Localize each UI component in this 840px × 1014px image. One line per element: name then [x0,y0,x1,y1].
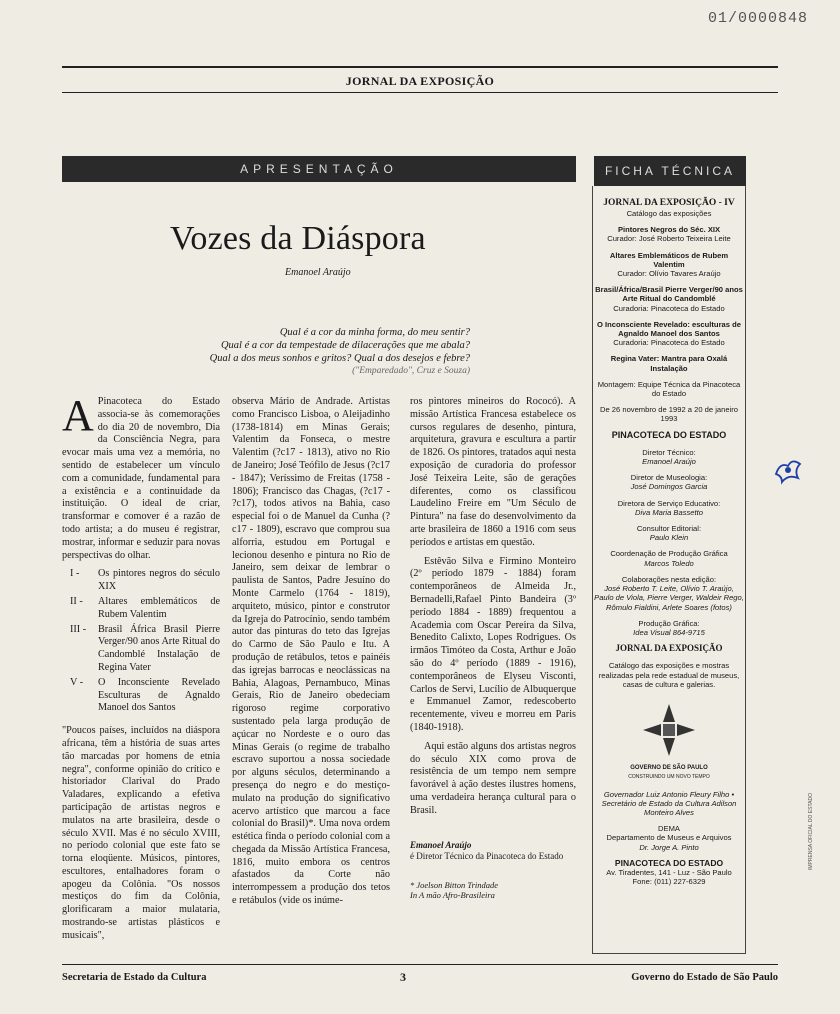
jornal-header: JORNAL DA EXPOSIÇÃO [615,643,723,654]
exhibition-credit: Curador: José Roberto Teixeira Leite [607,234,731,244]
drop-cap: A [62,391,94,440]
exhibition-dates: De 26 novembro de 1992 a 20 de janeiro 1993 [599,405,739,424]
ficha-subtitle: Catálogo das exposições [626,209,712,218]
exhibition-title: O Inconsciente Revelado: esculturas de Agnaldo Manoel dos Santos [597,319,741,339]
gov-officials: Governador Luiz Antonio Fleury Filho • Secretário de Estado da Cultura Adilson Monteiro Alves [601,789,737,817]
exhibition-credit: Curadoria: Pinacoteca do Estado [613,338,725,348]
header-rule-top [62,66,778,68]
address-line: Av. Tiradentes, 141 - Luz - São Paulo [606,867,732,877]
staff-name: Emanoel Araújo [642,457,696,467]
staff-role: Diretora de Serviço Educativo: [617,498,721,508]
printer-credit: IMPRENSA OFICIAL DO ESTADO [808,793,814,870]
footnote [410,880,576,900]
footer-left: Secretaria de Estado da Cultura [62,972,207,983]
article-title: Vozes da Diáspora [170,220,426,257]
section-band-apresentacao: APRESENTAÇÃO [62,156,576,182]
header-rule-bottom [62,92,778,93]
staff-role: Consultor Editorial: [636,524,702,534]
paragraph: observa Mário de Andrade. Artistas como Francisco Lisboa, o Aleijadinho (1738-1814) em Minas Gerais; Valentim da Fonseca, o mestre Valentim (?c17 - 1813), ativo no Rio de Janeiro; José Teófilo de Jesus (?c17 - 1847); Veríssimo de Freitas (1758 - 1806); Francisco das Chagas, (?c17 - ?c17), todos ativos na Bahia, caso especial foi o de Manuel da Cunha (?c17 - 1809), escravo que comprou sua alforria, estudou em Portugal e lecionou desenho e pintura no Rio de Janeiro, sem deixar de lembrar o paulista de Santos, Padre Jesuíno do Monte Carmelo (1764 - 1819), arquiteto, músico, pintor e construtor da Igreja do Patrocínio, sendo também autor das pinturas do teto das Igrejas do Carmo de São Paulo e Itu. A produção de retábulos, tetos e painéis das igrejas barrocas e neoclássicas na Bahia, Alagoas, Pernambuco, Minas Gerais, Rio de Janeiro obedeciam rigoroso regime corporativo sustentado pela larga produção de açúcar no Nordeste e o ouro das Minas Gerais (o regime de trabalho escravo suportou a nossa sociedade por alguns séculos, determinando a presença do negro e do mestiço-mulato na produção do significativo acervo artístico que marcou a face colonial do Brasil)*. Uma nova ordem estética finda o período colonial com a chegada da Missão Artística Francesa, 1816, muito embora os centros afastados da Corte não interrompessem a produção dos tetos e retábulos (vide os inúme- [232,396,390,907]
page-number: 3 [400,970,406,984]
dema-description: Departamento de Museus e Arquivos [606,833,732,843]
paragraph: "Poucos países, incluídos na diáspora africana, têm a história de suas artes tão marcadas por homens de etnia negra", conforme opinião do crítico e historiador Clarival do Prado Valadares, explicando a efetiva participação de artistas negros e mulatos na arte brasileira, desde o século XVII. Mas é no século XVIII, no período colonial que este fato se torna eloqüente. Músicos, pintores, escultores, entalhadores foram o apogeu da Colônia. "Os nossos mestiços do fim da Colônia, glorificaram a maior mulataria, mostrando-se artistas plásticos e musicais", [62,725,220,941]
address-phone: Fone: (011) 227-6329 [632,877,706,887]
article-column-1 [62,391,220,949]
staff-name: Paulo Klein [649,533,689,543]
exhibition-credit: Curador: Olívio Tavares Araújo [617,269,721,279]
address-header: PINACOTECA DO ESTADO [614,857,724,868]
footnote-line: * Joelson Bitton Trindade [410,879,499,890]
pinacoteca-header: PINACOTECA DO ESTADO [611,429,727,440]
exhibition-title: Altares Emblemáticos de Rubem Valentim [609,250,729,269]
list-item: III - Brasil África Brasil Pierre Verger/90 anos Arte Ritual do Candomblé Instalação de Regina Vater [70,623,220,673]
archive-number: 01/0000848 [707,10,808,27]
footer-rule [62,964,778,965]
epigraph [210,326,470,378]
exhibition-title: Regina Vater: Mantra para Oxalá Instalação [610,354,728,373]
exhibition-list [62,568,220,715]
jornal-description: Catálogo das exposições e mostras realizadas pela rede estadual de museus, casas de cultura e galerias. [598,661,740,689]
list-item: II - Altares emblemáticos de Rubem Valentim [70,595,220,620]
staff-role: Colaborações nesta edição: [621,574,717,584]
staff-name: Marcos Toledo [644,558,694,568]
epigraph-line: Qual é a cor da tempestade de dilacerações que me abala? [220,340,470,351]
gov-label: GOVERNO DE SÃO PAULO [630,765,708,772]
footnote-line: In A mão Afro-Brasileira [410,889,495,900]
journal-header: JORNAL DA EXPOSIÇÃO [345,74,495,88]
list-item: I - Os pintores negros do século XIX [70,568,220,593]
article-column-3 [410,396,576,900]
signature-role: é Diretor Técnico da Pinacoteca do Estado [410,850,564,861]
staff-name: Idea Visual 864-9715 [633,627,705,637]
staff-name: José Domingos Garcia [630,482,708,492]
exhibition-credit: Curadoria: Pinacoteca do Estado [613,303,725,313]
paragraph: ros pintores mineiros do Rococó). A missão Artística Francesa estabelece os cursos regulares de desenho, pintura, arquitetura, gravura e escultura a partir de 1826. Os pintores, tratados aqui nesta exposição de curadoria do professor José Teixeira Leite, são de gerações diferentes, como os classificou Laudelino Freire em "Um Século de Pintura" na fase do desenvolvimento da arte brasileira de 1860 a 1916 com seus períodos e artistas em questão. [410,396,576,548]
epigraph-citation: ("Emparedado", Cruz e Souza) [352,366,470,376]
signature-name: Emanoel Araújo [410,839,472,850]
signature [410,840,576,862]
paragraph: Pinacoteca do Estado associa-se às comemorações do dia 20 de novembro, Dia da Consciência Negra, para evocar mais uma vez a memória, no sentido de estabelecer um vínculo com a comunidade, fundamental para a existência e a continuidade da instituição. O ideal de criar, transformar e comover é a razão de todo artista; a do museu é registrar, mostrar, informar e seduzir para novas perspectivas do olhar. [62,396,220,561]
article-author: Emanoel Araújo [285,267,351,278]
paragraph: Aqui estão alguns dos artistas negros do século XIX como prova de resistência de um tempo nem sempre favorável à ação destes ilustres homens, uma verdadeira herança cultural para o Brasil. [410,740,576,816]
epigraph-line: Qual é a cor da minha forma, do meu sentir? [279,327,470,338]
staff-role: Diretor de Museologia: [630,473,708,483]
article-column-2 [232,396,390,914]
staff-role: Diretor Técnico: [642,447,696,457]
ficha-frame [592,186,746,954]
exhibition-title: Pintores Negros do Séc. XIX [617,225,721,235]
dema-director: Dr. Jorge A. Pinto [639,842,699,852]
gov-sub: CONSTRUINDO UM NOVO TEMPO [628,774,710,781]
staff-name: José Roberto T. Leite, Olívio T. Araújo, Paulo de Viola, Pierre Verger, Waldeir Rego, Rômulo Fialdini, Arlete Soares (fotos) [594,584,744,612]
dema-label: DEMA [658,824,680,834]
section-band-ficha-tecnica: FICHA TÉCNICA [594,156,746,186]
footer-right: Governo do Estado de São Paulo [631,972,778,983]
montagem-credit: Montagem: Equipe Técnica da Pinacoteca do Estado [597,379,741,399]
list-item: V - O Inconsciente Revelado Esculturas de Agnaldo Manoel dos Santos [70,676,220,714]
stamp-icon [770,452,806,488]
paragraph: Estêvão Silva e Firmino Monteiro (2º período 1879 - 1884) foram contemporâneos de Almeida Jr., Bernadelli,Rafael Pinto Bandeira (3º período 1884 - 1889) frequentou a Academia com Oscar Pereira da Silva, Benedito Calixto, Lopes Rodrigues. Os irmãos Timóteo da Costa, Arthur e João são do 4º período (1889 - 1916), contemporâneos de Elyseu Visconti, Carlos de Servi, Lucílio de Albuquerque e Emmanuel Zamor, redescoberto recentemente, viveu e morreu em Paris (1840-1918). [410,555,576,733]
staff-role: Produção Gráfica: [638,618,700,628]
ficha-title: JORNAL DA EXPOSIÇÃO - IV [603,198,735,208]
staff-role: Coordenação de Produção Gráfica [610,549,728,559]
exhibition-title: Brasil/África/Brasil Pierre Verger/90 anos Arte Ritual do Candomblé [595,285,743,304]
epigraph-line: Qual a dos meus sonhos e gritos? Qual a dos desejos e febre? [209,353,470,364]
staff-name: Diva Maria Bassetto [635,507,703,517]
